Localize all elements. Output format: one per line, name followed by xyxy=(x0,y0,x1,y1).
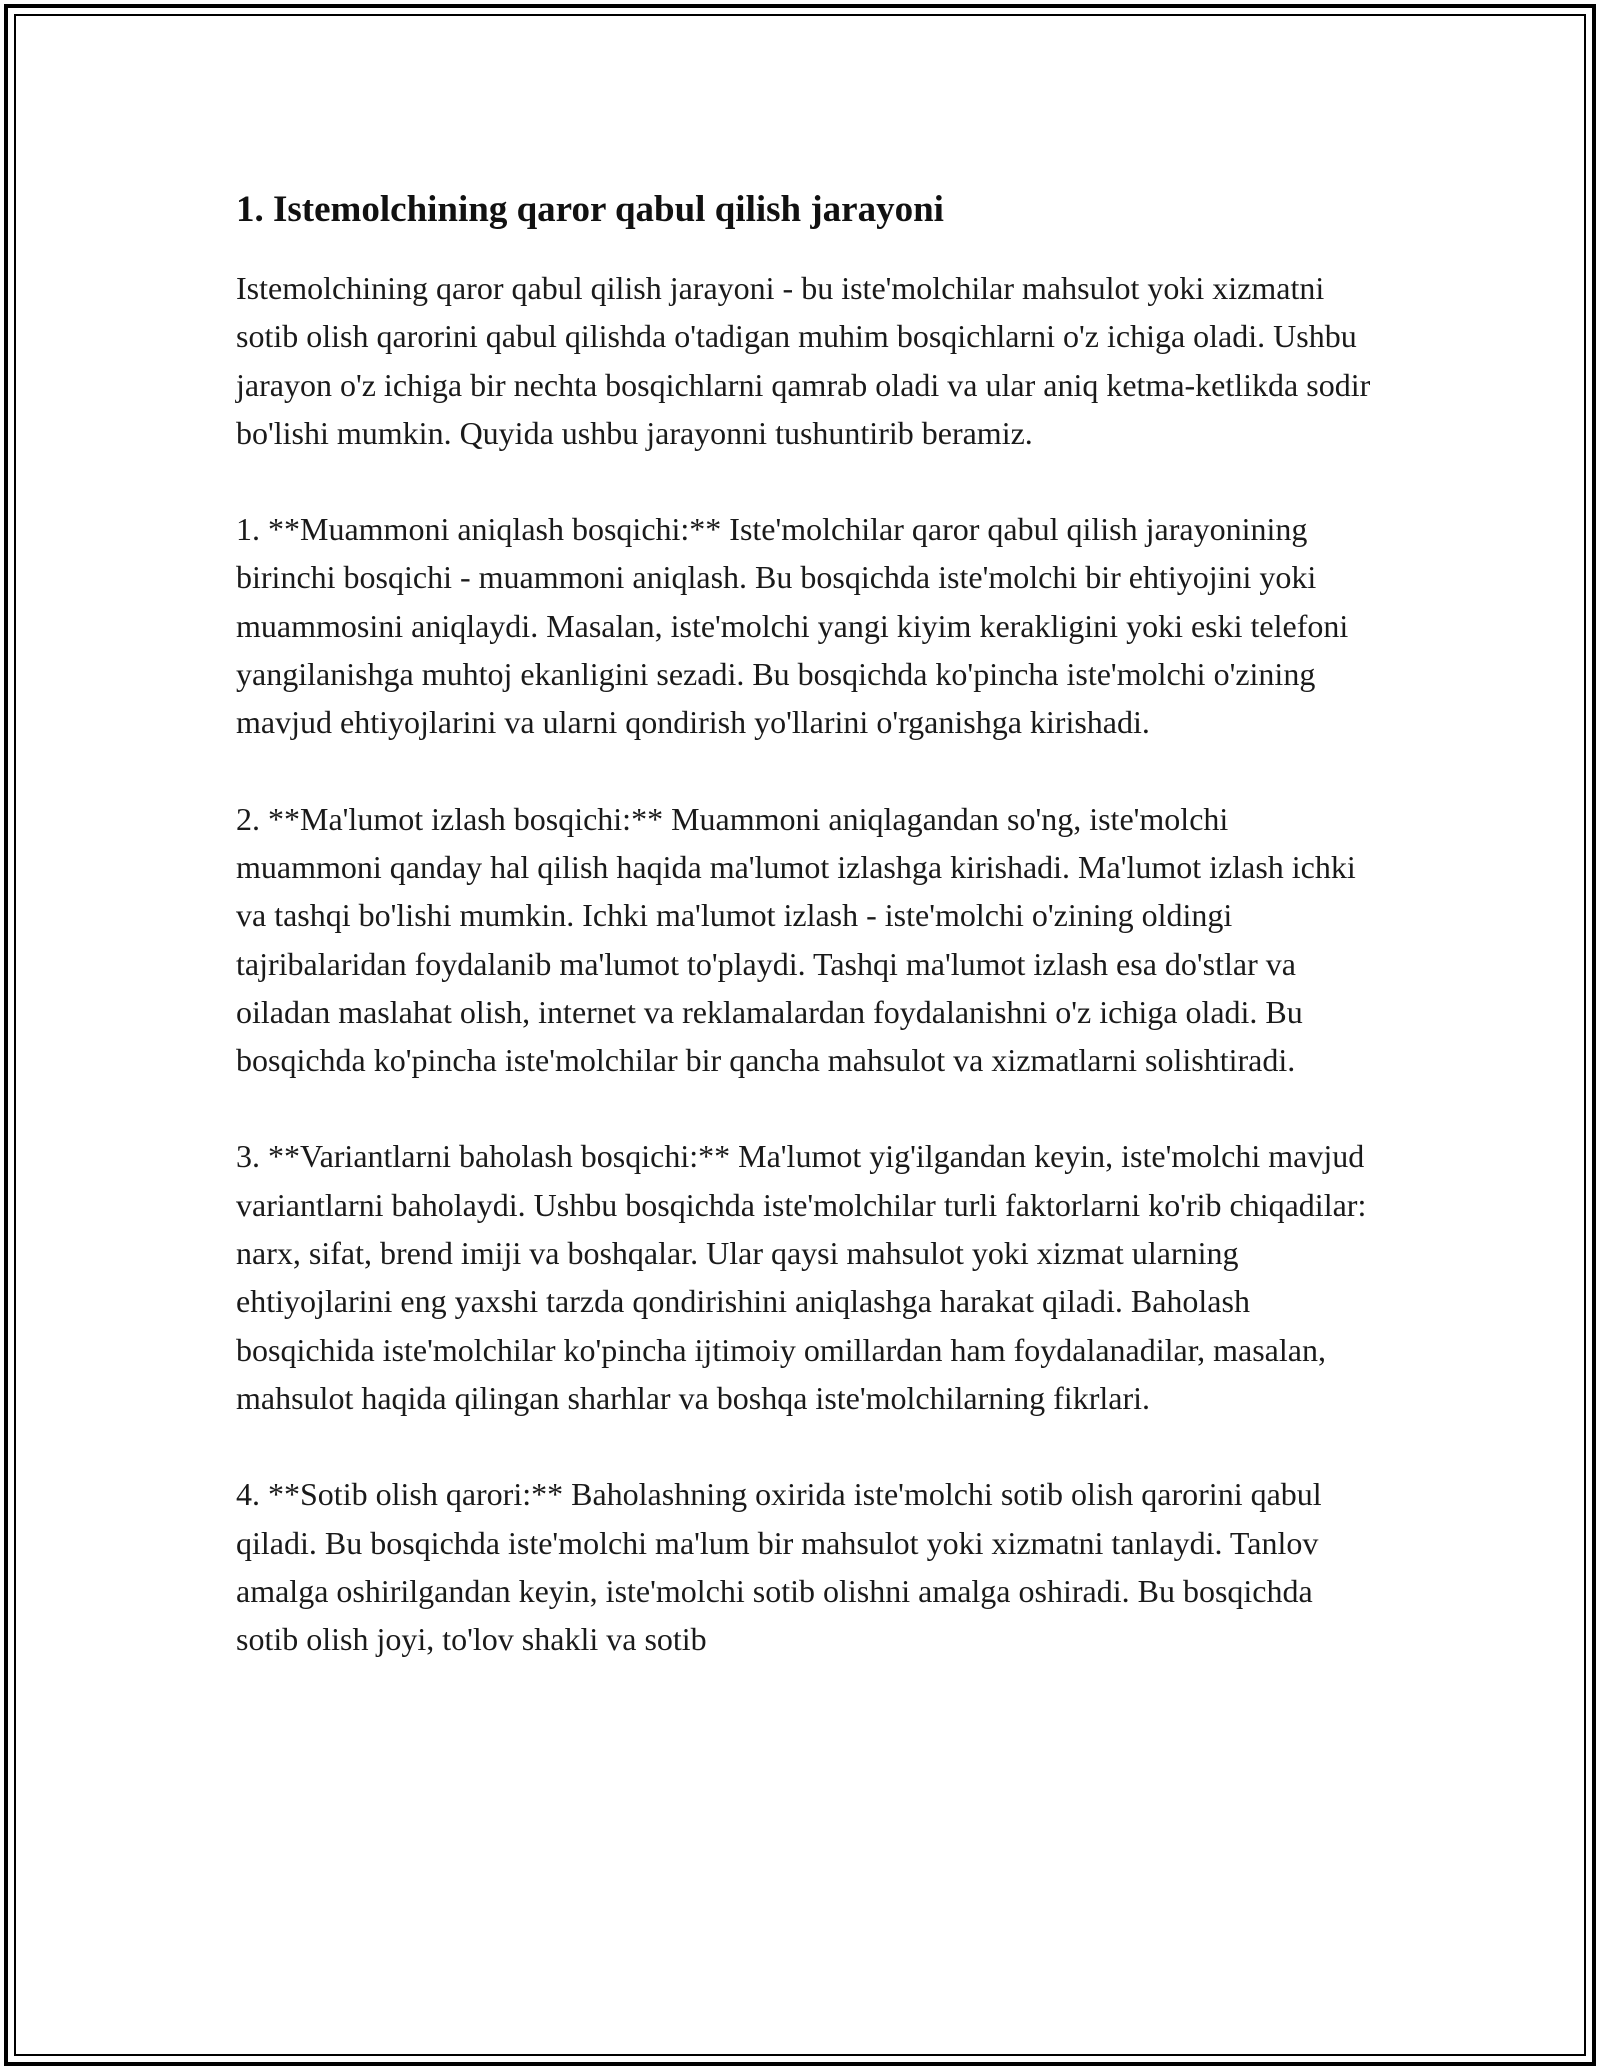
step-3-paragraph: 3. **Variantlarni baholash bosqichi:** Ma'lumot yig'ilgandan keyin, iste'molchi mavjud variantlarni baholaydi. Ushbu bosqichda iste'molchilar turli faktorlarni ko'rib chiqadilar: narx, sifat, brend imiji va boshqalar. Ular qaysi mahsulot yoki xizmat ularning ehtiyojlarini eng yaxshi tarzda qondirishini aniqlashga harakat qiladi. Baholash bosqichida iste'molchilar ko'pincha ijtimoiy omillardan ham foydalanadilar, masalan, mahsulot haqida qilingan sharhlar va boshqa iste'molchilarning fikrlari. xyxy=(236,1138,1367,1416)
step-1-paragraph: 1. **Muammoni aniqlash bosqichi:** Iste'molchilar qaror qabul qilish jarayonining birinchi bosqichi - muammoni aniqlash. Bu bosqichda iste'molchi bir ehtiyojini yoki muammosini aniqlaydi. Masalan, iste'molchi yangi kiyim kerakligini yoki eski telefoni yangilanishga muhtoj ekanligini sezadi. Bu bosqichda ko'pincha iste'molchi o'zining mavjud ehtiyojlarini va ularni qondirish yo'llarini o'rganishga kirishadi. xyxy=(236,511,1349,741)
step-4-paragraph: 4. **Sotib olish qarori:** Baholashning oxirida iste'molchi sotib olish qarorini qabul qiladi. Bu bosqichda iste'molchi ma'lum bir mahsulot yoki xizmatni tanlaydi. Tanlov amalga oshirilgandan keyin, iste'molchi sotib olishni amalga oshiradi. Bu bosqichda sotib olish joyi, to'lov shakli va sotib xyxy=(236,1476,1322,1658)
step-2-paragraph: 2. **Ma'lumot izlash bosqichi:** Muammoni aniqlagandan so'ng, iste'molchi muammoni qanday hal qilish haqida ma'lumot izlashga kirishadi. Ma'lumot izlash ichki va tashqi bo'lishi mumkin. Ichki ma'lumot izlash - iste'molchi o'zining oldingi tajribalaridan foydalanib ma'lumot to'playdi. Tashqi ma'lumot izlash esa do'stlar va oiladan maslahat olish, internet va reklamalardan foydalanishni o'z ichiga oladi. Bu bosqichda ko'pincha iste'molchilar bir qancha mahsulot va xizmatlarni solishtiradi. xyxy=(236,800,1356,1079)
intro-paragraph: Istemolchining qaror qabul qilish jarayoni - bu iste'molchilar mahsulot yoki xizmatni sotib olish qarorini qabul qilishda o'tadigan muhim bosqichlarni o'z ichiga oladi. Ushbu jarayon o'z ichiga bir nechta bosqichlarni qamrab oladi va ular aniq ketma-ketlikda sodir bo'lishi mumkin. Quyida ushbu jarayonni tushuntirib beramiz. xyxy=(236,270,1371,451)
document-title: 1. Istemolchining qaror qabul qilish jarayoni xyxy=(236,189,944,230)
document-body xyxy=(236,186,1376,1711)
